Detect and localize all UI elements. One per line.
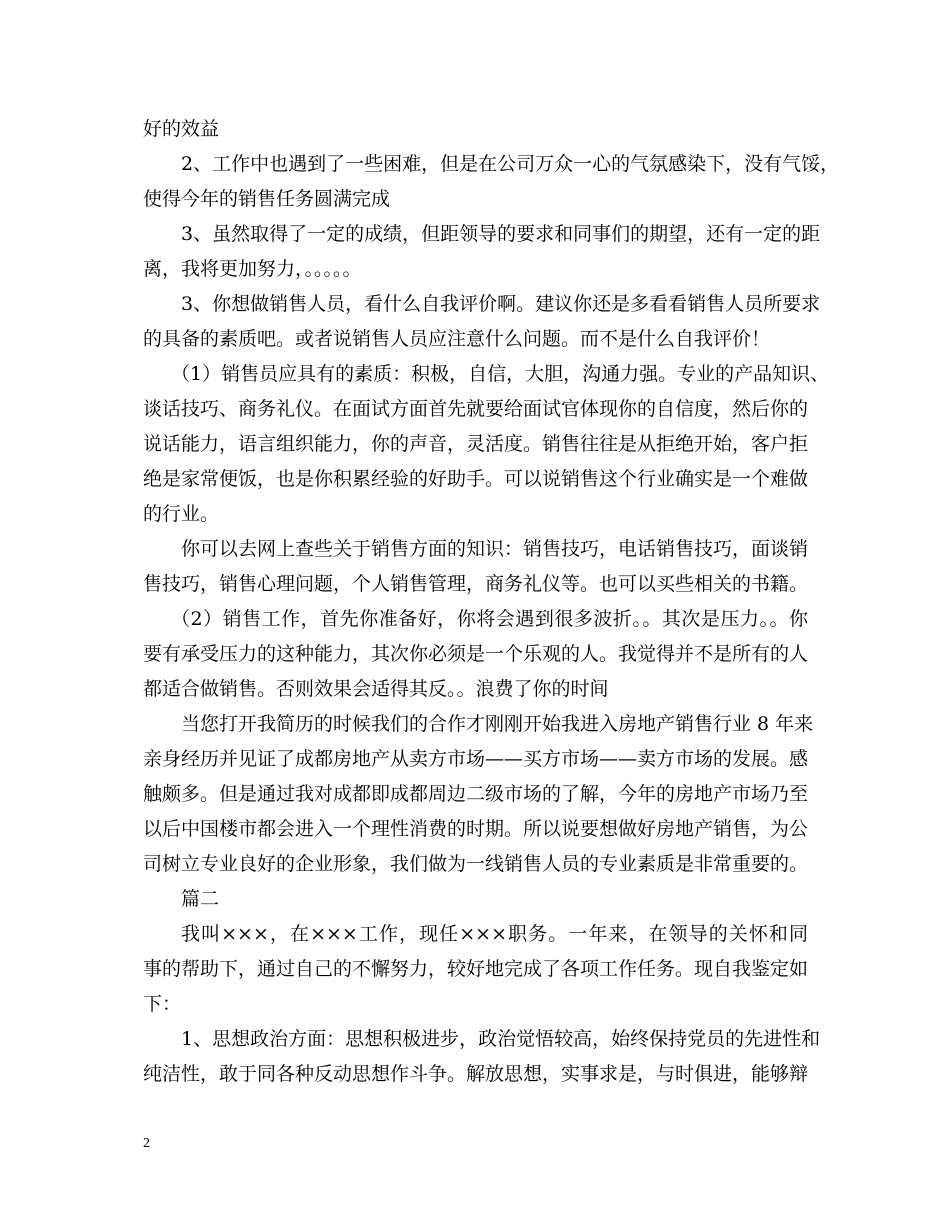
- text-line: 3、你想做销售人员，看什么自我评价啊。建议你还是多看看销售人员所要求: [181, 293, 821, 315]
- text-line: 1、思想政治方面：思想积极进步，政治觉悟较高，始终保持党员的先进性和: [181, 1028, 821, 1050]
- document-body: [143, 112, 840, 1092]
- text-line: 售技巧，销售心理问题，个人销售管理，商务礼仪等。也可以买些相关的书籍。: [143, 573, 809, 595]
- text-line: 要有承受压力的这种能力，其次你必须是一个乐观的人。我觉得并不是所有的人: [143, 643, 809, 665]
- text-line: 我叫×××，在×××工作，现任×××职务。一年来，在领导的关怀和同: [181, 923, 808, 945]
- text-line: （2）销售工作，首先你准备好，你将会遇到很多波折。。其次是压力。。你: [171, 608, 808, 630]
- text-line: （1）销售员应具有的素质：积极，自信，大胆，沟通力强。专业的产品知识、: [171, 363, 830, 385]
- text-line: 下：: [143, 993, 182, 1015]
- text-line: 绝是家常便饭，也是你积累经验的好助手。可以说销售这个行业确实是一个难做: [143, 468, 809, 490]
- text-line: 离，我将更加努力，。。。。。: [143, 258, 362, 280]
- text-line: 触颇多。但是通过我对成都即成都周边二级市场的了解，今年的房地产市场乃至: [143, 783, 809, 805]
- text-line: 使得今年的销售任务圆满完成: [143, 188, 391, 210]
- text-line: 好的效益: [143, 118, 220, 140]
- section-heading: 篇二: [181, 888, 220, 910]
- text-line: 都适合做销售。否则效果会适得其反。。浪费了你的时间: [143, 678, 609, 700]
- text-line: 纯洁性，敢于同各种反动思想作斗争。解放思想，实事求是，与时俱进，能够辩: [143, 1063, 809, 1085]
- text-line: 的具备的素质吧。或者说销售人员应注意什么问题。而不是什么自我评价！: [143, 328, 771, 350]
- text-line: 当您打开我简历的时候我们的合作才刚刚开始我进入房地产销售行业 8 年来: [181, 713, 814, 735]
- text-line: 司树立专业良好的企业形象，我们做为一线销售人员的专业素质是非常重要的。: [143, 853, 809, 875]
- text-line: 以后中国楼市都会进入一个理性消费的时期。所以说要想做好房地产销售，为公: [143, 818, 809, 840]
- text-line: 3、虽然取得了一定的成绩，但距领导的要求和同事们的期望，还有一定的距: [181, 223, 821, 245]
- text-line: 的行业。: [143, 503, 220, 525]
- text-line: 说话能力，语言组织能力，你的声音，灵活度。销售往往是从拒绝开始，客户拒: [143, 433, 809, 455]
- text-line: 事的帮助下，通过自己的不懈努力，较好地完成了各项工作任务。现自我鉴定如: [143, 958, 809, 980]
- text-line: 谈话技巧、商务礼仪。在面试方面首先就要给面试官体现你的自信度，然后你的: [143, 398, 809, 420]
- text-line: 亲身经历并见证了成都房地产从卖方市场——买方市场——卖方市场的发展。感: [143, 748, 809, 770]
- page-number: 2: [143, 1136, 150, 1151]
- text-line: 你可以去网上查些关于销售方面的知识：销售技巧，电话销售技巧，面谈销: [181, 538, 809, 560]
- text-line: 2、工作中也遇到了一些困难，但是在公司万众一心的气氛感染下，没有气馁，: [181, 153, 840, 175]
